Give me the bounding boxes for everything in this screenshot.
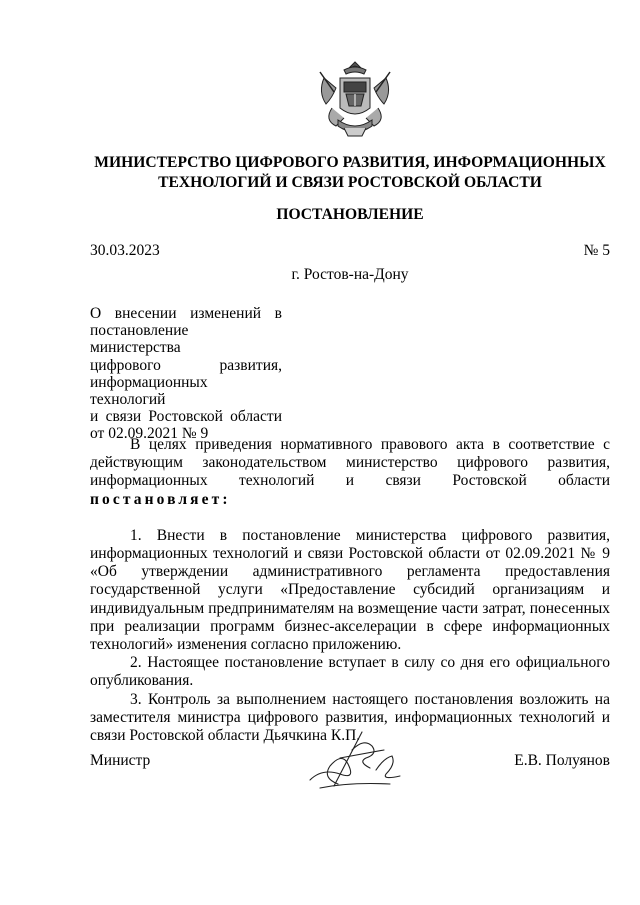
- preamble-paragraph: [90, 436, 610, 509]
- signer-title: Министр: [90, 752, 151, 769]
- document-subject: [90, 305, 282, 443]
- subject-line: и связи Ростовской области: [90, 408, 282, 426]
- preamble-text: В целях приведения нормативного правового акта в соответствие с действующим законодательством министерство цифрового развития, информационных технологий и связи Ростовской области: [90, 436, 610, 490]
- document-type: ПОСТАНОВЛЕНИЕ: [276, 206, 424, 223]
- item-1-paragraph: 1. Внести в постановление министерства цифрового развития, информационных технологий и связи Ростовской области от 02.09.2021 № 9 «Об утверждении административного регламента предоставления государственной услуги «Предоставление субсидий организациям и индивидуальным предпринимателям на возмещение части затрат, понесенных при реализации программ бизнес-акселерации в сфере информационных технологий» изменения согласно приложению.: [90, 526, 610, 654]
- item-2-paragraph: 2. Настоящее постановление вступает в силу со дня его официального опубликования.: [90, 654, 610, 690]
- document-number: № 5: [583, 242, 610, 259]
- handwritten-signature: [300, 728, 412, 792]
- document-body: [90, 436, 610, 745]
- ministry-title-line-2: ТЕХНОЛОГИЙ И СВЯЗИ РОСТОВСКОЙ ОБЛАСТИ: [158, 174, 542, 191]
- ministry-title-line-1: МИНИСТЕРСТВО ЦИФРОВОГО РАЗВИТИЯ, ИНФОРМАЦИОННЫХ: [94, 154, 606, 171]
- ministry-title: [60, 153, 640, 193]
- document-date: 30.03.2023: [90, 242, 160, 259]
- document-city: г. Ростов-на-Дону: [291, 266, 409, 283]
- coat-of-arms-emblem: [314, 58, 396, 140]
- item-3-paragraph: 3. Контроль за выполнением настоящего постановления возложить на заместителя министра цифрового развития, информационных технологий и связи Ростовской области Дьячкина К.П.: [90, 690, 610, 745]
- signer-name: Е.В. Полуянов: [514, 752, 610, 769]
- subject-line: информационных технологий: [90, 373, 208, 409]
- subject-line: постановление министерства: [90, 322, 189, 357]
- resolves-word: постановляет:: [90, 490, 231, 508]
- subject-line: от 02.09.2021 № 9: [90, 425, 209, 443]
- subject-line: О внесении изменений в: [90, 305, 282, 322]
- subject-line: цифрового развития,: [90, 356, 282, 374]
